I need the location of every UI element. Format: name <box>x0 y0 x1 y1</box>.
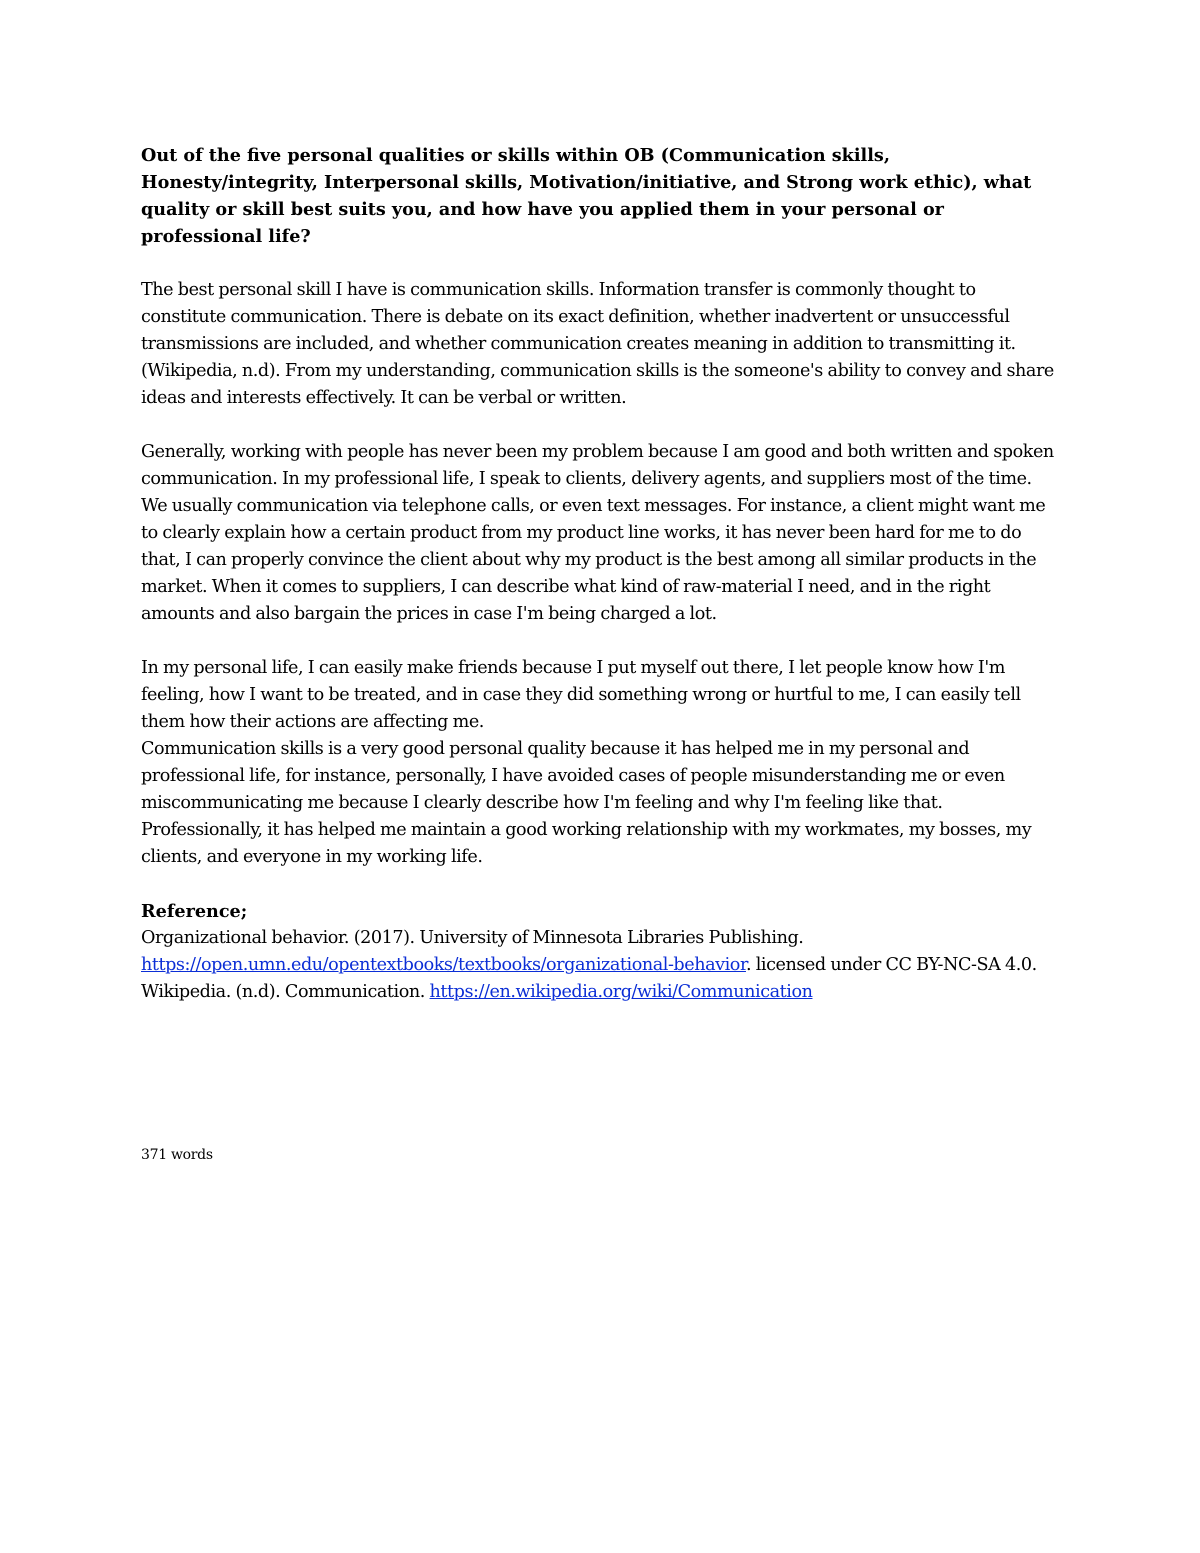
spacer <box>141 412 1061 439</box>
reference-heading: Reference; <box>141 901 248 922</box>
reference-ob-license: . licensed under CC BY-NC-SA 4.0. <box>745 955 1037 975</box>
reference-ob-link[interactable]: https://open.umn.edu/opentextbooks/textbooks/organizational-behavior <box>141 955 746 975</box>
reference-entry-ob <box>141 925 1061 979</box>
paragraph-communication-definition: The best personal skill I have is communication skills. Information transfer is commonly thought to constitute communication. There is debate on its exact definition, whether inadvertent or unsuccessful transmissions are included, and whether communication creates meaning in addition to transmitting it. (Wikipedia, n.d). From my understanding, communication skills is the someone's ability to convey and share ideas and interests effectively. It can be verbal or written. <box>141 280 1054 408</box>
spacer <box>141 871 1061 898</box>
question-heading: Out of the five personal qualities or skills within OB (Communication skills, Honesty/integrity, Interpersonal skills, Motivation/initiative, and Strong work ethic), what quality or skill best suits you, and how have you applied them in your personal or professional life? <box>141 145 1032 247</box>
reference-entry-wikipedia <box>141 979 1061 1006</box>
paragraph-conclusion: Communication skills is a very good personal quality because it has helped me in my personal and professional life, for instance, personally, I have avoided cases of people misunderstanding me or even miscommunicating me because I clearly describe how I'm feeling and why I'm feeling like that. Professionally, it has helped me maintain a good working relationship with my workmates, my bosses, my clients, and everyone in my working life. <box>141 739 1032 867</box>
paragraph-professional-life: Generally, working with people has never been my problem because I am good and both written and spoken communication. In my professional life, I speak to clients, delivery agents, and suppliers most of the time. We usually communication via telephone calls, or even text messages. For instance, a client might want me to clearly explain how a certain product from my product line works, it has never been hard for me to do that, I can properly convince the client about why my product is the best among all similar products in the market. When it comes to suppliers, I can describe what kind of raw-material I need, and in the right amounts and also bargain the prices in case I'm being charged a lot. <box>141 442 1054 624</box>
reference-wikipedia-link[interactable]: https://en.wikipedia.org/wiki/Communication <box>429 982 813 1002</box>
reference-wikipedia-text: Wikipedia. (n.d). Communication. <box>141 982 430 1002</box>
spacer <box>141 628 1061 655</box>
document-page <box>141 142 1061 1006</box>
reference-ob-text: Organizational behavior. (2017). University of Minnesota Libraries Publishing. <box>141 928 804 948</box>
word-count: 371 words <box>141 1147 213 1163</box>
spacer <box>141 250 1061 277</box>
paragraph-personal-life: In my personal life, I can easily make friends because I put myself out there, I let people know how I'm feeling, how I want to be treated, and in case they did something wrong or hurtful to me, I can easily tell them how their actions are affecting me. <box>141 658 1021 732</box>
